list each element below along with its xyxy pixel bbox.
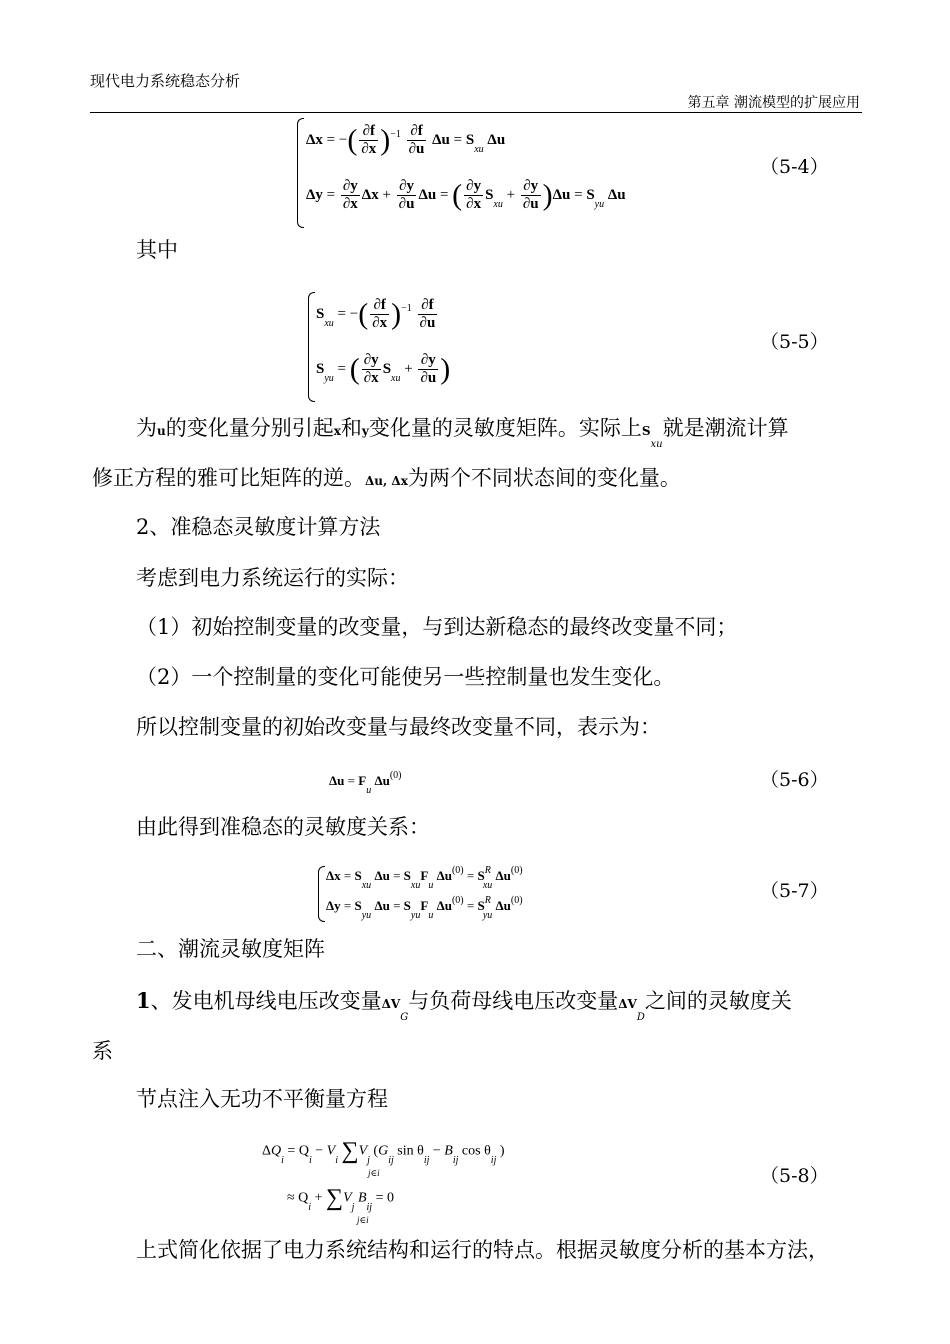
text-consider: 考虑到电力系统运行的实际： (136, 566, 409, 590)
section-heading-two: 二、潮流灵敏度矩阵 (136, 937, 325, 961)
subsection-heading-1: 1、发电机母线电压改变量$\Delta V_G$与负荷母线电压改变量$\Delta V_D$之间的灵敏度关 (136, 988, 792, 1023)
equation-number: （5-8） (760, 1165, 829, 1187)
equation-number: （5-6） (760, 769, 829, 791)
chapter-title: 第五章 潮流模型的扩展应用 (687, 95, 860, 111)
header-divider (90, 112, 862, 113)
text-qizhong: 其中 (136, 238, 178, 262)
text-node-equation: 节点注入无功不平衡量方程 (136, 1087, 388, 1111)
book-title: 现代电力系统稳态分析 (90, 72, 241, 90)
text-last-line: 上式简化依据了电力系统结构和运行的特点。根据灵敏度分析的基本方法， (136, 1238, 829, 1262)
equation-number: （5-5） (760, 331, 829, 353)
list-item-2: （2）一个控制量的变化可能使另一些控制量也发生变化。 (136, 665, 675, 689)
text-thus: 由此得到准稳态的灵敏度关系： (136, 815, 430, 839)
list-item-1: （1）初始控制变量的改变量，与到达新稳态的最终改变量不同； (136, 615, 738, 639)
paragraph-sensitivity-line1: 为u的变化量分别引起x和y变化量的灵敏度矩阵。实际上$S_{xu}$就是潮流计算 (136, 416, 789, 450)
text-so: 所以控制变量的初始改变量与最终改变量不同，表示为： (136, 715, 661, 739)
equation-5-6: $\Delta u = F_u$ $\Delta u^{(0)}$ (329, 770, 402, 796)
paragraph-sensitivity-line2: 修正方程的雅可比矩阵的逆。Δu, Δx为两个不同状态间的变化量。 (92, 466, 681, 490)
section-heading-2: 2、准稳态灵敏度计算方法 (136, 515, 381, 539)
equation-number: （5-4） (760, 156, 829, 178)
subsection-heading-1-cont: 系 (92, 1039, 113, 1063)
equation-number: （5-7） (760, 880, 829, 902)
